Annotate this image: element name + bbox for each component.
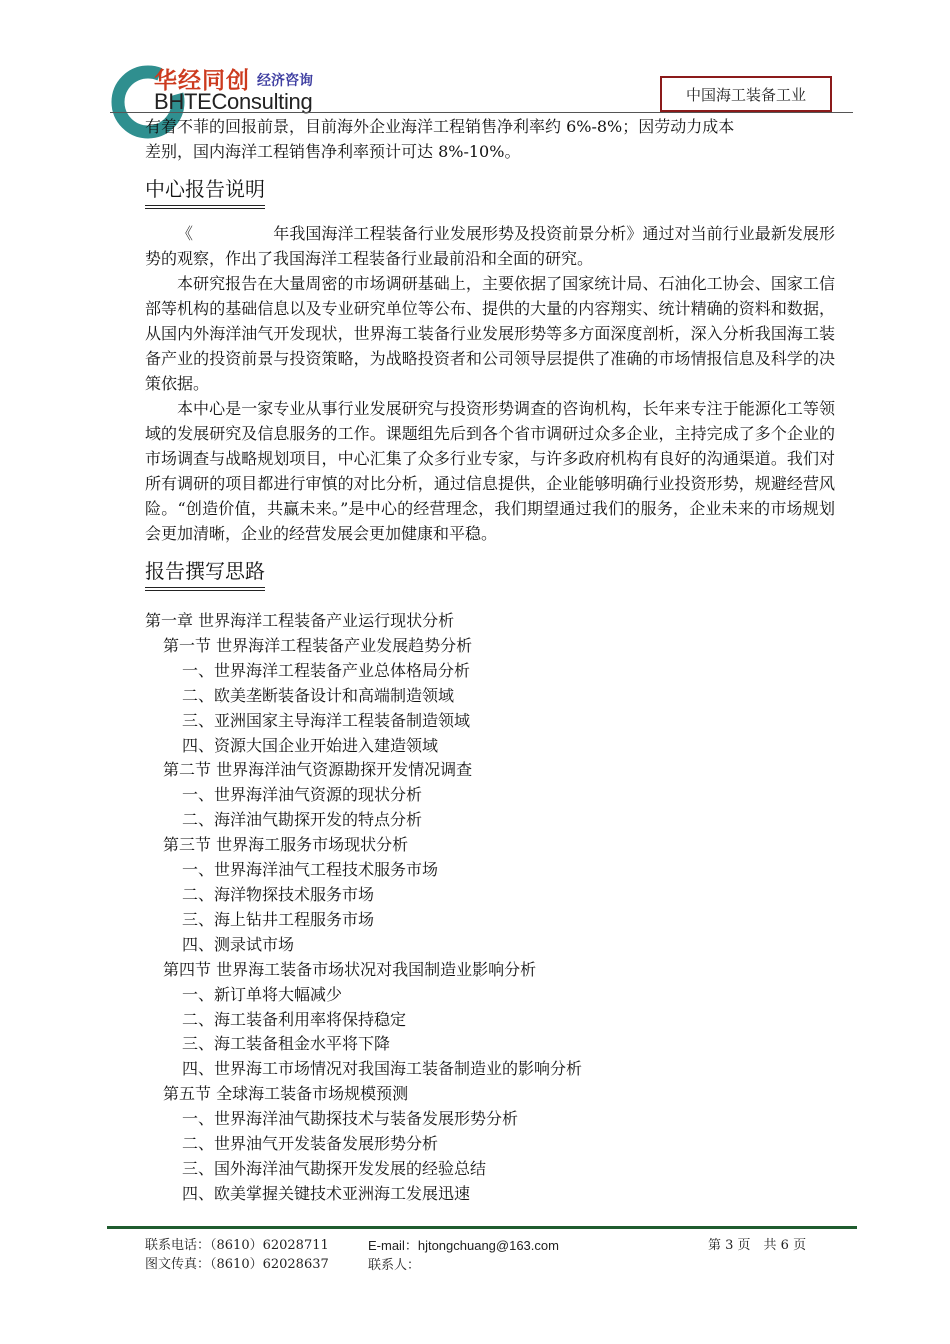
report-paragraph-3: 本中心是一家专业从事行业发展研究与投资形势调查的咨询机构，长年来专注于能源化工等领域的发展研究及信息服务的工作。课题组先后到各个省市调研过众多企业，主持完成了多个企业的市场调查与战略规划项目，中心汇集了众多行业专家，与许多政府机构有良好的沟通渠道。我们对所有调研的项目都进行审慎的对比分析，通过信息提供，企业能够明确行业投资形势，规避经营风险。“创造价值，共赢未来。”是中心的经营理念，我们期望通过我们的服务，企业未来的市场规划会更加清晰，企业的经营发展会更加健康和平稳。: [145, 399, 835, 543]
toc-subitem: 一、世界海洋工程装备产业总体格局分析: [182, 660, 471, 680]
table-of-contents: [145, 609, 835, 1207]
industry-label-box: [660, 76, 832, 112]
toc-subitem: 一、世界海洋油气勘探技术与装备发展形势分析: [182, 1109, 519, 1129]
toc-subitem: 二、海工装备利用率将保持稳定: [182, 1009, 407, 1029]
toc-subitem: 一、新订单将大幅减少: [182, 984, 343, 1004]
footer-contact-person: 联系人：: [368, 1257, 421, 1272]
toc-subitem: 三、国外海洋油气勘探开发发展的经验总结: [182, 1158, 487, 1178]
footer-phone: 联系电话：（8610）62028711: [145, 1238, 329, 1253]
logo-english-name: BHTEConsulting: [154, 89, 313, 114]
toc-section: 第三节 世界海工服务市场现状分析: [163, 835, 409, 855]
toc-section: 第五节 全球海工装备市场规模预测: [163, 1084, 409, 1104]
footer-contact-email: [368, 1236, 668, 1274]
report-paragraph-1: 《 年我国海洋工程装备行业发展形势及投资前景分析》通过对当前行业最新发展形势的观察，作出了我国海洋工程装备行业最前沿和全面的研究。: [145, 224, 835, 268]
footer-fax: 图文传真：（8610）62028637: [145, 1257, 329, 1272]
toc-subitem: 二、欧美垄断装备设计和高端制造领域: [182, 685, 455, 705]
footer-contact-phones: [145, 1236, 365, 1274]
toc-subitem: 一、世界海洋油气资源的现状分析: [182, 785, 423, 805]
toc-subitem: 三、海工装备租金水平将下降: [182, 1034, 391, 1054]
toc-chapter: 第一章 世界海洋工程装备产业运行现状分析: [145, 611, 455, 630]
toc-section: 第二节 世界海洋油气资源勘探开发情况调查: [163, 760, 473, 780]
toc-subitem: 二、海洋物探技术服务市场: [182, 884, 375, 904]
toc-subitem: 三、海上钻井工程服务市场: [182, 909, 375, 929]
toc-subitem: 四、世界海工市场情况对我国海工装备制造业的影响分析: [182, 1059, 583, 1079]
toc-subitem: 四、欧美掌握关键技术亚洲海工发展迅速: [182, 1183, 471, 1203]
toc-subitem: 一、世界海洋油气工程技术服务市场: [182, 860, 439, 880]
footer-email: E-mail：hjtongchuang@163.com: [368, 1238, 559, 1253]
intro-line-2: 差别，国内海洋工程销售净利率预计可达 8%-10%。: [145, 142, 521, 161]
toc-subitem: 二、世界油气开发装备发展形势分析: [182, 1134, 439, 1154]
industry-label: 中国海工装备工业: [685, 85, 806, 104]
toc-subitem: 二、海洋油气勘探开发的特点分析: [182, 810, 423, 830]
report-paragraph-2: 本研究报告在大量周密的市场调研基础上，主要依据了国家统计局、石油化工协会、国家工信部等机构的基础信息以及专业研究单位等公布、提供的大量的内容翔实、统计精确的资料和数据，从国内外海洋油气开发现状，世界海工装备行业发展形势等多方面深度剖析，深入分析我国海工装备产业的投资前景与投资策略，为战略投资者和公司领导层提供了准确的市场情报信息及科学的决策依据。: [145, 274, 835, 393]
page-number: 第 3 页 共 6 页: [708, 1238, 807, 1253]
header-rule: [110, 112, 853, 113]
toc-subitem: 三、亚洲国家主导海洋工程装备制造领域: [182, 710, 471, 730]
intro-line-1: 有着不菲的回报前景，目前海外企业海洋工程销售净利率约 6%-8%；因劳动力成本: [145, 117, 735, 136]
toc-section: 第一节 世界海洋工程装备产业发展趋势分析: [163, 635, 473, 655]
logo-chinese-name: 华经同创: [154, 68, 250, 94]
section-title-outline: 报告撰写思路: [145, 558, 265, 591]
page-content: [145, 114, 835, 1207]
section-title-center-report: 中心报告说明: [145, 176, 265, 209]
footer-page-number: [708, 1236, 828, 1255]
toc-subitem: 四、测录试市场: [182, 934, 295, 954]
toc-subitem: 四、资源大国企业开始进入建造领域: [182, 735, 439, 755]
footer-rule: [107, 1226, 857, 1229]
toc-section: 第四节 世界海工装备市场状况对我国制造业影响分析: [163, 959, 537, 979]
logo-chinese-subtitle: 经济咨询: [257, 73, 313, 89]
